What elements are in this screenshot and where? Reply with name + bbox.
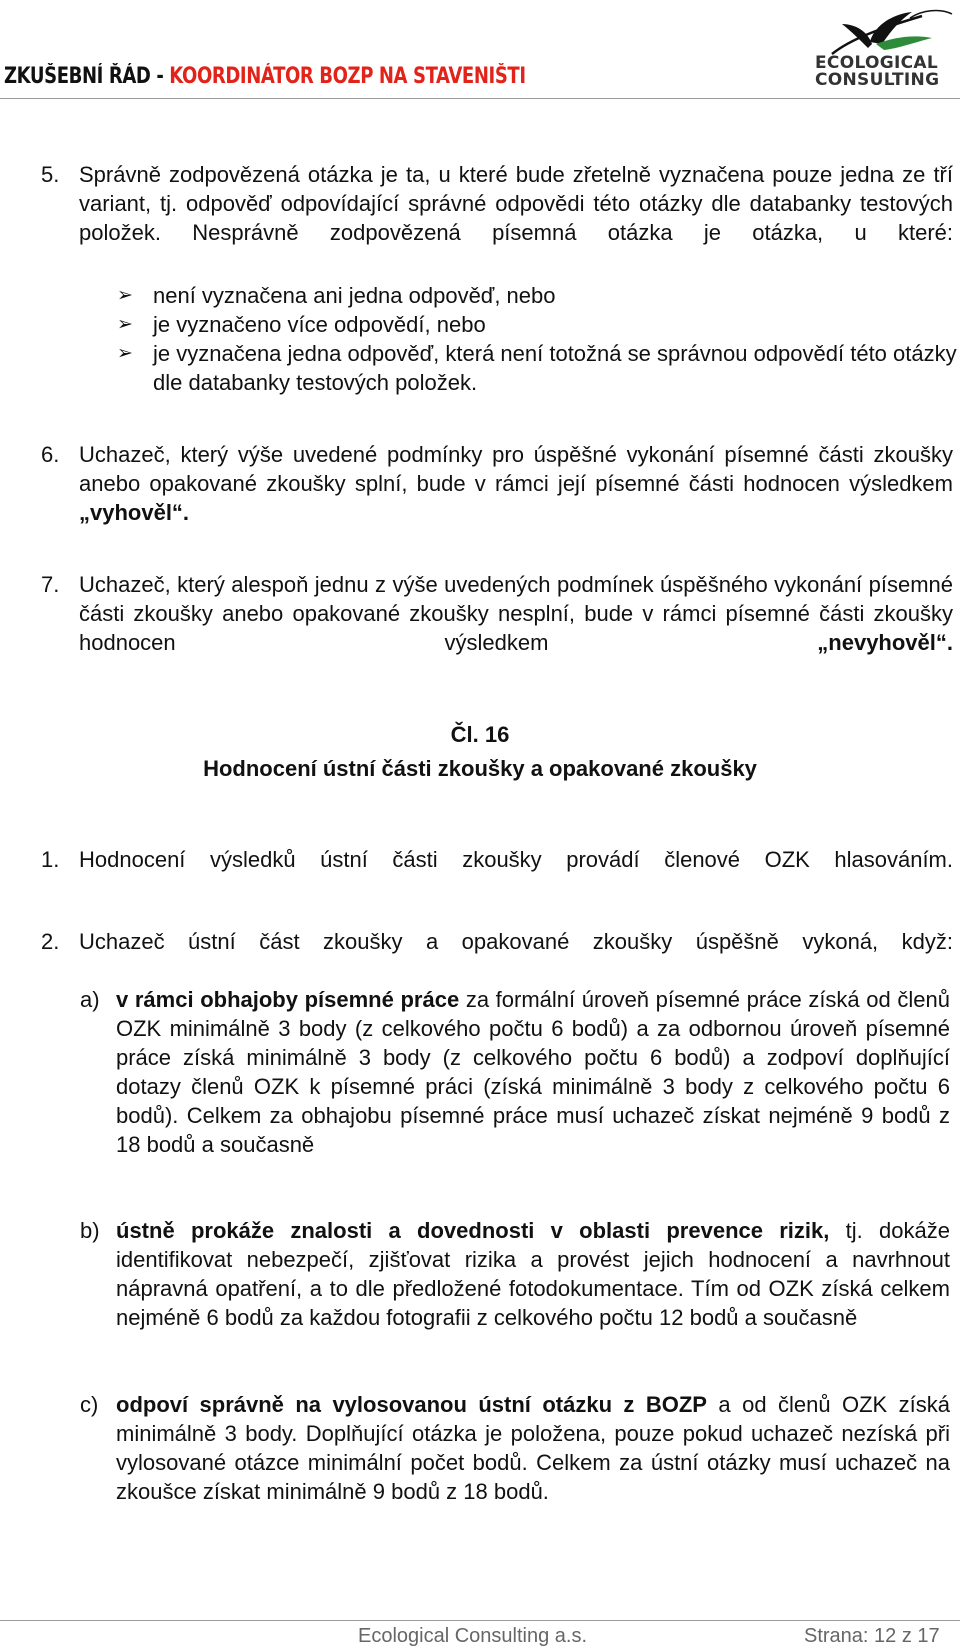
article-number: Čl. 16 [450, 722, 510, 747]
title-part-2: KOORDINÁTOR BOZP NA STAVENIŠTI [169, 64, 526, 89]
document-title [4, 64, 526, 89]
arrow-bullet-icon: ➢ [117, 285, 133, 306]
item-text: Uchazeč ústní část zkoušky a opakované zkoušky úspěšně vykoná, když: [79, 929, 953, 954]
subitem-bold-text: v rámci obhajoby písemné práce [116, 987, 460, 1012]
list-item-5 [41, 160, 953, 276]
list-item-1 [41, 845, 953, 903]
arrow-bullet-icon: ➢ [117, 314, 133, 335]
page-header [0, 0, 960, 99]
item-text: Správně zodpovězená otázka je ta, u které bude zřetelně vyznačena pouze jedna ze tří variant, tj. odpověď odpovídající správné odpovědi této otázky dle databanky testových položek. Nesprávně zodpovězená písemná otázka je otázka, u které: [79, 162, 953, 245]
bullet-item [117, 281, 957, 310]
page-number: Strana: 12 z 17 [804, 1625, 940, 1647]
bullet-item [117, 310, 957, 339]
subitem-label: b) [80, 1218, 100, 1243]
bullet-text: není vyznačena ani jedna odpověď, nebo [153, 283, 556, 308]
item-number: 2. [41, 929, 60, 954]
result-nevyhovel: „nevyhověl“. [817, 630, 953, 655]
footer-company: Ecological Consulting a.s. [358, 1625, 588, 1647]
list-item-2 [41, 927, 953, 985]
title-part-1: ZKUŠEBNÍ ŘÁD - [4, 64, 170, 89]
bullet-item [117, 339, 957, 397]
subitem-label: a) [80, 987, 100, 1012]
page-footer [0, 1620, 960, 1648]
item-number: 7. [41, 572, 60, 597]
item-text: Uchazeč, který alespoň jednu z výše uvedených podmínek úspěšného vykonání písemné části zkoušky anebo opakované zkoušky nesplní, bude v rámci písemné části zkoušky hodnocen výsledkem [79, 572, 953, 655]
bullet-text: je vyznačeno více odpovědí, nebo [153, 312, 486, 337]
subitem-text: tj. dokáže identifikovat nebezpečí, zjišťovat rizika a provést jejich hodnocení a navrhnout nápravná opatření, a to dle předložené fotodokumentace. Tím od OZK získá celkem nejméně 6 bodů za každou fotografii z celkového počtu 12 bodů a současně [116, 1218, 950, 1330]
subitem-text: za formální úroveň písemné práce získá od členů OZK minimálně 3 body (z celkového počtu 6 bodů) a za odbornou úroveň písemné práce získá minimálně 3 body (z celkového počtu 6 bodů) a zodpoví doplňující dotazy členů OZK k písemné práci (získá minimálně 3 body z celkového počtu 6 bodů). Celkem za obhajobu písemné práce musí uchazeč získat nejméně 9 bodů z 18 bodů a současně [116, 987, 950, 1157]
article-title: Hodnocení ústní části zkoušky a opakované zkoušky [203, 756, 757, 781]
subitem-bold-text: ústně prokáže znalosti a dovednosti v oblasti prevence rizik, [116, 1218, 830, 1243]
bullet-text: je vyznačena jedna odpověď, která není totožná se správnou odpovědí této otázky dle databanky testových položek. [153, 341, 957, 395]
butterfly-icon [812, 8, 960, 58]
subitem-text: a od členů OZK získá minimálně 3 body. Doplňující otázka je položena, pouze pokud uchazeč nezíská při vylosované otázce minimální počet bodů. Celkem za ústní otázky musí uchazeč na zkoušce získat minimálně 9 bodů z 18 bodů. [116, 1392, 950, 1504]
subitem-label: c) [80, 1392, 99, 1417]
arrow-bullet-icon: ➢ [117, 343, 133, 364]
result-vyhovel: „vyhověl“. [79, 500, 190, 525]
item-number: 6. [41, 442, 60, 467]
subitem-a [80, 985, 950, 1159]
subitem-bold-text: odpoví správně na vylosovanou ústní otázku z BOZP [116, 1392, 707, 1417]
logo-line-2: CONSULTING [815, 70, 940, 90]
item-number: 5. [41, 162, 60, 187]
logo-line-1: ECOLOGICAL [815, 53, 938, 73]
item-number: 1. [41, 847, 60, 872]
list-item-7 [41, 570, 953, 686]
ecological-consulting-logo [812, 8, 960, 90]
item-text: Hodnocení výsledků ústní části zkoušky provádí členové OZK hlasováním. [79, 847, 953, 872]
list-item-6 [41, 440, 953, 556]
subitem-b [80, 1216, 950, 1332]
item-text: Uchazeč, který výše uvedené podmínky pro úspěšné vykonání písemné části zkoušky anebo opakované zkoušky splní, bude v rámci její písemné části hodnocen výsledkem [79, 442, 953, 496]
subitem-c [80, 1390, 950, 1506]
